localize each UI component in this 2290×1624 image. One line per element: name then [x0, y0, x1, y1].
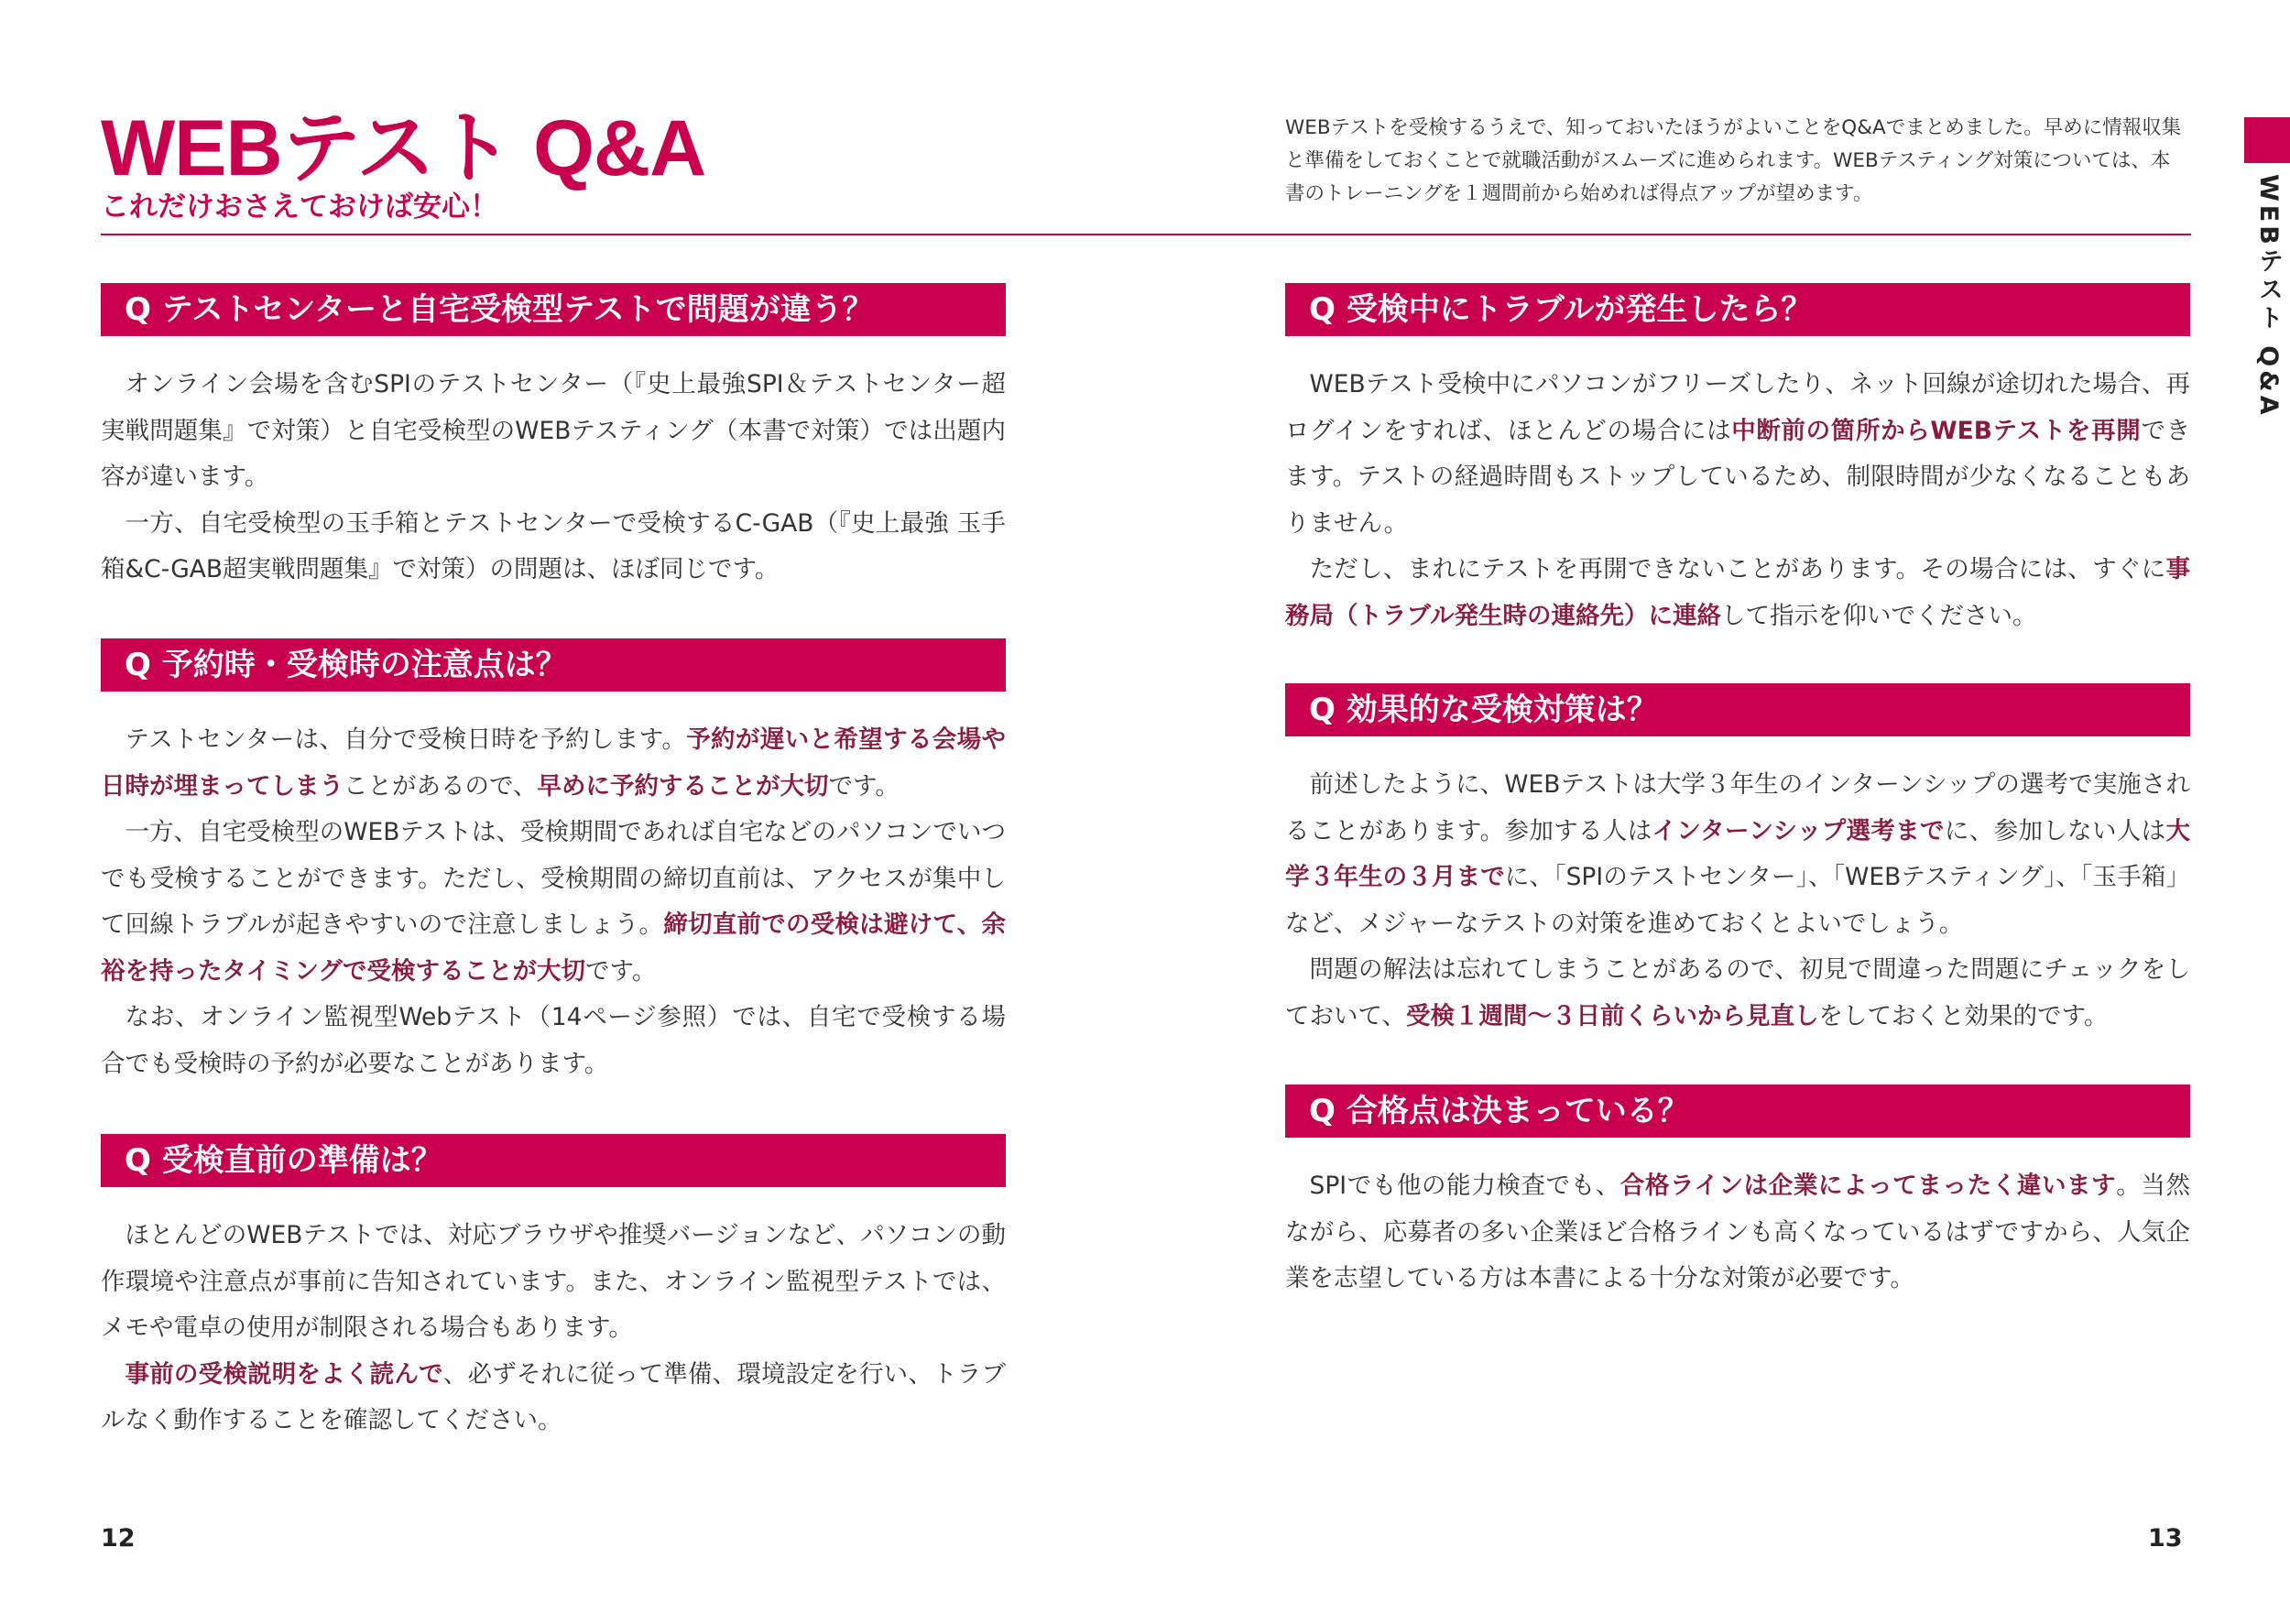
highlight-text: 事務局（トラブル発生時の連絡先）に連絡	[1285, 555, 2190, 630]
qa-section-test-difference	[101, 283, 1006, 594]
header-divider	[101, 234, 2191, 235]
qa-section-preparation	[101, 1134, 1006, 1444]
side-tab-marker	[2244, 117, 2290, 163]
highlight-text: 締切直前での受検は避けて、余裕を持ったタイミングで受検することが大切	[101, 910, 1006, 986]
page-title: WEBテスト Q&A	[101, 104, 706, 192]
answer-body	[101, 1213, 1006, 1444]
answer-paragraph	[1285, 947, 2190, 1040]
qa-section-passing-score	[1285, 1084, 2190, 1302]
question-heading: Q 効果的な受検対策は？	[1285, 683, 2190, 736]
question-heading: Q 予約時・受検時の注意点は？	[101, 638, 1006, 692]
highlight-text: 中断前の箇所からWEBテストを再開	[1731, 416, 2142, 445]
intro-text: WEBテストを受検するうえで、知っておいたほうがよいことをQ&Aでまとめました。早めに情報収集と準備をしておくことで就職活動がスムーズに進められます。WEBテスティング対策については、本書のトレーニングを１週間前から始めれば得点アップが望めます。	[1285, 116, 2182, 205]
page-subtitle: これだけおさえておけば安心！	[101, 191, 498, 223]
answer-paragraph	[101, 717, 1006, 810]
highlight-text: 早めに予約することが大切	[537, 771, 829, 801]
answer-body	[1285, 762, 2190, 1040]
qa-section-reservation-notes	[101, 638, 1006, 1087]
body-text: 問題の解法は忘れてしまうことがあるので、初見で間違った問題にチェックをしておいて、	[1285, 955, 2190, 1030]
answer-body	[1285, 1163, 2190, 1302]
qa-section-strategy	[1285, 683, 2190, 1040]
side-tab-label: WEBテスト Q&A	[2254, 174, 2283, 419]
qa-section-trouble	[1285, 283, 2190, 639]
question-heading: Q 受検中にトラブルが発生したら？	[1285, 283, 2190, 336]
answer-body	[1285, 362, 2190, 639]
body-text: ただし、まれにテストを再開できないことがあります。その場合には、すぐに	[1309, 555, 2166, 583]
question-heading: Q 受検直前の準備は？	[101, 1134, 1006, 1187]
highlight-text: インターンシップ選考まで	[1652, 816, 1945, 845]
body-text: できます。テストの経過時間もストップしているため、制限時間が少なくなることもありません。	[1285, 416, 2190, 538]
body-text: に、「SPIのテストセンター」、「WEBテスティング」、「玉手箱」など、メジャーなテストの対策を進めておくとよいでしょう。	[1285, 863, 2191, 938]
body-text: 、必ずそれに従って準備、環境設定を行い、トラブルなく動作することを確認してください。	[101, 1359, 1007, 1434]
highlight-text: 事前の受検説明をよく読んで	[125, 1359, 443, 1389]
answer-body	[101, 717, 1006, 1087]
body-text: です。	[584, 956, 657, 986]
question-heading: Q テストセンターと自宅受検型テストで問題が違う？	[101, 283, 1006, 336]
body-text: 一方、自宅受検型のWEBテストは、受検期間であれば自宅などのパソコンでいつでも受検することができます。ただし、受検期間の締切直前は、アクセスが集中して回線トラブルが起きやすいので注意しましょう。	[101, 818, 1006, 939]
answer-paragraph	[101, 362, 1006, 501]
answer-paragraph	[1285, 362, 2190, 547]
body-text: オンライン会場を含むSPIのテストセンター（『史上最強SPI＆テストセンター超実戦問題集』で対策）と自宅受検型のWEBテスティング（本書で対策）では出題内容が違います。	[101, 370, 1006, 491]
body-text: WEBテスト受検中にパソコンがフリーズしたり、ネット回線が途切れた場合、再ログインをすれば、ほとんどの場合には	[1285, 370, 2190, 445]
body-text: ことがあるので、	[344, 771, 538, 801]
body-text: です。	[828, 771, 900, 801]
page-number-right: 13	[2148, 1524, 2183, 1553]
highlight-text: 合格ラインは企業によってまったく違います	[1619, 1172, 2117, 1200]
answer-paragraph	[101, 995, 1006, 1087]
answer-paragraph	[101, 1213, 1006, 1352]
body-text: なお、オンライン監視型Webテスト（14ページ参照）では、自宅で受検する場合でも受検時の予約が必要なことがあります。	[101, 1003, 1006, 1078]
highlight-text: 予約が遅いと希望する会場や日時が埋まってしまう	[101, 725, 1006, 801]
page-number-left: 12	[101, 1524, 136, 1553]
answer-paragraph	[101, 810, 1006, 995]
question-heading: Q 合格点は決まっている？	[1285, 1084, 2190, 1138]
highlight-text: 受検１週間〜３日前くらいから見直し	[1405, 1001, 1819, 1030]
answer-paragraph	[1285, 547, 2190, 639]
answer-paragraph	[101, 501, 1006, 594]
answer-paragraph	[101, 1352, 1006, 1444]
body-text: して指示を仰いでください。	[1720, 601, 2037, 630]
body-text: SPIでも他の能力検査でも、	[1309, 1172, 1620, 1200]
body-text: 一方、自宅受検型の玉手箱とテストセンターで受検するC-GAB（『史上最強 玉手箱&C-GAB超実戦問題集』で対策）の問題は、ほぼ同じです。	[101, 508, 1006, 583]
body-text: に、参加しない人は	[1944, 816, 2166, 845]
answer-body	[101, 362, 1006, 594]
answer-paragraph	[1285, 1163, 2190, 1302]
body-text: ほとんどのWEBテストでは、対応ブラウザや推奨バージョンなど、パソコンの動作環境や注意点が事前に告知されています。また、オンライン監視型テストでは、メモや電卓の使用が制限される場合もあります。	[101, 1221, 1006, 1342]
highlight-text: 大学３年生の３月まで	[1285, 816, 2191, 891]
body-text: テストセンターは、自分で受検日時を予約します。	[125, 725, 687, 754]
body-text: をしておくと効果的です。	[1818, 1001, 2109, 1030]
body-text: 前述したように、WEBテストは大学３年生のインターンシップの選考で実施されることがあります。参加する人は	[1285, 770, 2190, 845]
answer-paragraph	[1285, 762, 2190, 947]
body-text: 。当然ながら、応募者の多い企業ほど合格ラインも高くなっているはずですから、人気企業を志望している方は本書による十分な対策が必要です。	[1285, 1172, 2190, 1292]
